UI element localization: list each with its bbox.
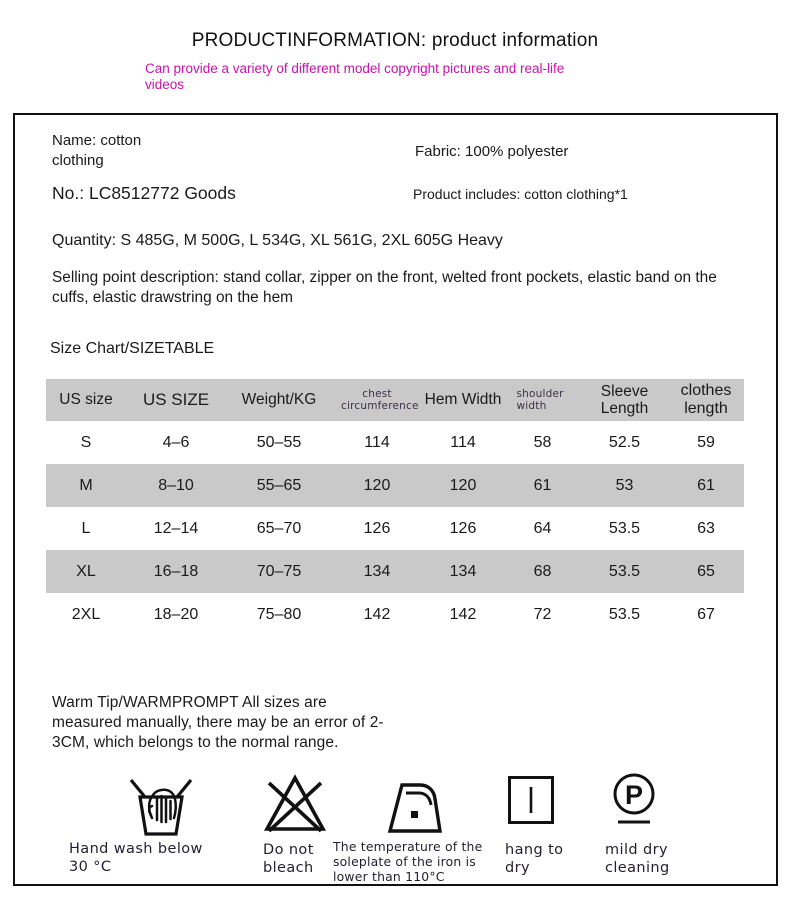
size-cell: 65–70 bbox=[256, 519, 302, 537]
subtitle-note: Can provide a variety of different model copyright pictures and real-life videos bbox=[145, 61, 565, 93]
size-cell: 53.5 bbox=[608, 562, 641, 580]
size-cell: 120 bbox=[449, 476, 477, 494]
dry-clean-mild-icon bbox=[611, 773, 657, 827]
size-cell: 65 bbox=[697, 562, 715, 580]
size-cell: 126 bbox=[449, 519, 477, 537]
size-cell: 52.5 bbox=[608, 433, 641, 451]
warm-tip: Warm Tip/WARMPROMPT All sizes are measured manually, there may be an error of 2-3CM, which belongs to the normal range. bbox=[52, 694, 384, 752]
size-cell: 18–20 bbox=[153, 605, 199, 623]
size-cell: 63 bbox=[697, 519, 715, 537]
column-header-text: shoulder width bbox=[516, 387, 564, 412]
table-row bbox=[46, 550, 744, 593]
size-cell: 126 bbox=[363, 519, 391, 537]
column-header-text: clothes length bbox=[680, 382, 732, 417]
page-title: PRODUCTINFORMATION: product information bbox=[191, 30, 599, 51]
size-cell: 53.5 bbox=[608, 519, 641, 537]
size-cell: L bbox=[81, 519, 91, 537]
size-cell: 120 bbox=[363, 476, 391, 494]
size-cell: M bbox=[79, 476, 93, 494]
column-header bbox=[332, 379, 422, 421]
column-header bbox=[504, 379, 581, 421]
size-chart-heading: Size Chart/SIZETABLE bbox=[50, 340, 215, 357]
care-label-do-not-bleach: Do not bleach bbox=[263, 842, 314, 876]
size-cell: S bbox=[80, 433, 92, 451]
column-header: Hem Width bbox=[424, 391, 502, 409]
size-cell: 142 bbox=[363, 605, 391, 623]
column-header: US size bbox=[59, 391, 113, 409]
svg-text:P: P bbox=[624, 780, 644, 810]
size-cell: 72 bbox=[533, 605, 552, 623]
column-header: Weight/KG bbox=[241, 391, 317, 409]
iron-low-temp-icon bbox=[386, 775, 444, 837]
product-info-box bbox=[13, 113, 778, 886]
table-row bbox=[46, 464, 744, 507]
care-label-dry-clean: mild dry cleaning bbox=[605, 842, 670, 876]
care-label-iron: The temperature of the soleplate of the iron is lower than 110°C bbox=[333, 839, 483, 885]
size-cell: 16–18 bbox=[153, 562, 199, 580]
size-cell: 12–14 bbox=[153, 519, 199, 537]
product-name: Name: cotton clothing bbox=[52, 132, 142, 169]
selling-point: Selling point description: stand collar, zipper on the front, welted front pockets, elastic band on the cuffs, elastic drawstring on the hem bbox=[52, 269, 717, 307]
column-header-text: chest circumference bbox=[341, 387, 419, 412]
size-cell: XL bbox=[76, 562, 96, 580]
hang-to-dry-icon bbox=[507, 775, 555, 825]
table-row bbox=[46, 421, 744, 464]
table-row bbox=[46, 593, 744, 636]
size-cell: 68 bbox=[533, 562, 552, 580]
table-header-row bbox=[46, 379, 744, 421]
size-cell: 64 bbox=[533, 519, 552, 537]
size-cell: 67 bbox=[697, 605, 715, 623]
column-header: US SIZE bbox=[142, 390, 210, 409]
size-cell: 8–10 bbox=[158, 476, 194, 494]
column-header-text: Sleeve Length bbox=[600, 382, 649, 417]
size-cell: 58 bbox=[533, 433, 552, 451]
size-cell: 53 bbox=[615, 476, 634, 494]
size-cell: 61 bbox=[533, 476, 552, 494]
size-cell: 53.5 bbox=[608, 605, 641, 623]
care-label-hang-dry: hang to dry bbox=[505, 842, 564, 876]
size-cell: 134 bbox=[363, 562, 391, 580]
fabric-field: Fabric: 100% polyester bbox=[415, 143, 569, 160]
quantity-field: Quantity: S 485G, M 500G, L 534G, XL 561G, 2XL 605G Heavy bbox=[52, 232, 503, 249]
table-row bbox=[46, 507, 744, 550]
size-cell: 2XL bbox=[71, 605, 101, 623]
size-cell: 75–80 bbox=[256, 605, 302, 623]
do-not-bleach-icon bbox=[263, 773, 327, 837]
size-cell: 59 bbox=[697, 433, 715, 451]
column-header bbox=[668, 379, 744, 421]
size-cell: 50–55 bbox=[256, 433, 302, 451]
hand-wash-icon bbox=[128, 776, 194, 838]
size-cell: 114 bbox=[450, 433, 476, 451]
care-label-hand-wash: Hand wash below 30 °C bbox=[69, 841, 203, 875]
size-cell: 61 bbox=[697, 476, 715, 494]
column-header bbox=[581, 379, 668, 421]
product-includes: Product includes: cotton clothing*1 bbox=[413, 186, 628, 202]
size-cell: 55–65 bbox=[256, 476, 302, 494]
size-cell: 4–6 bbox=[162, 433, 190, 451]
size-cell: 134 bbox=[449, 562, 477, 580]
size-table bbox=[46, 379, 744, 636]
product-number: No.: LC8512772 Goods bbox=[52, 183, 236, 203]
size-cell: 142 bbox=[449, 605, 477, 623]
size-cell: 70–75 bbox=[256, 562, 302, 580]
size-cell: 114 bbox=[364, 433, 390, 451]
